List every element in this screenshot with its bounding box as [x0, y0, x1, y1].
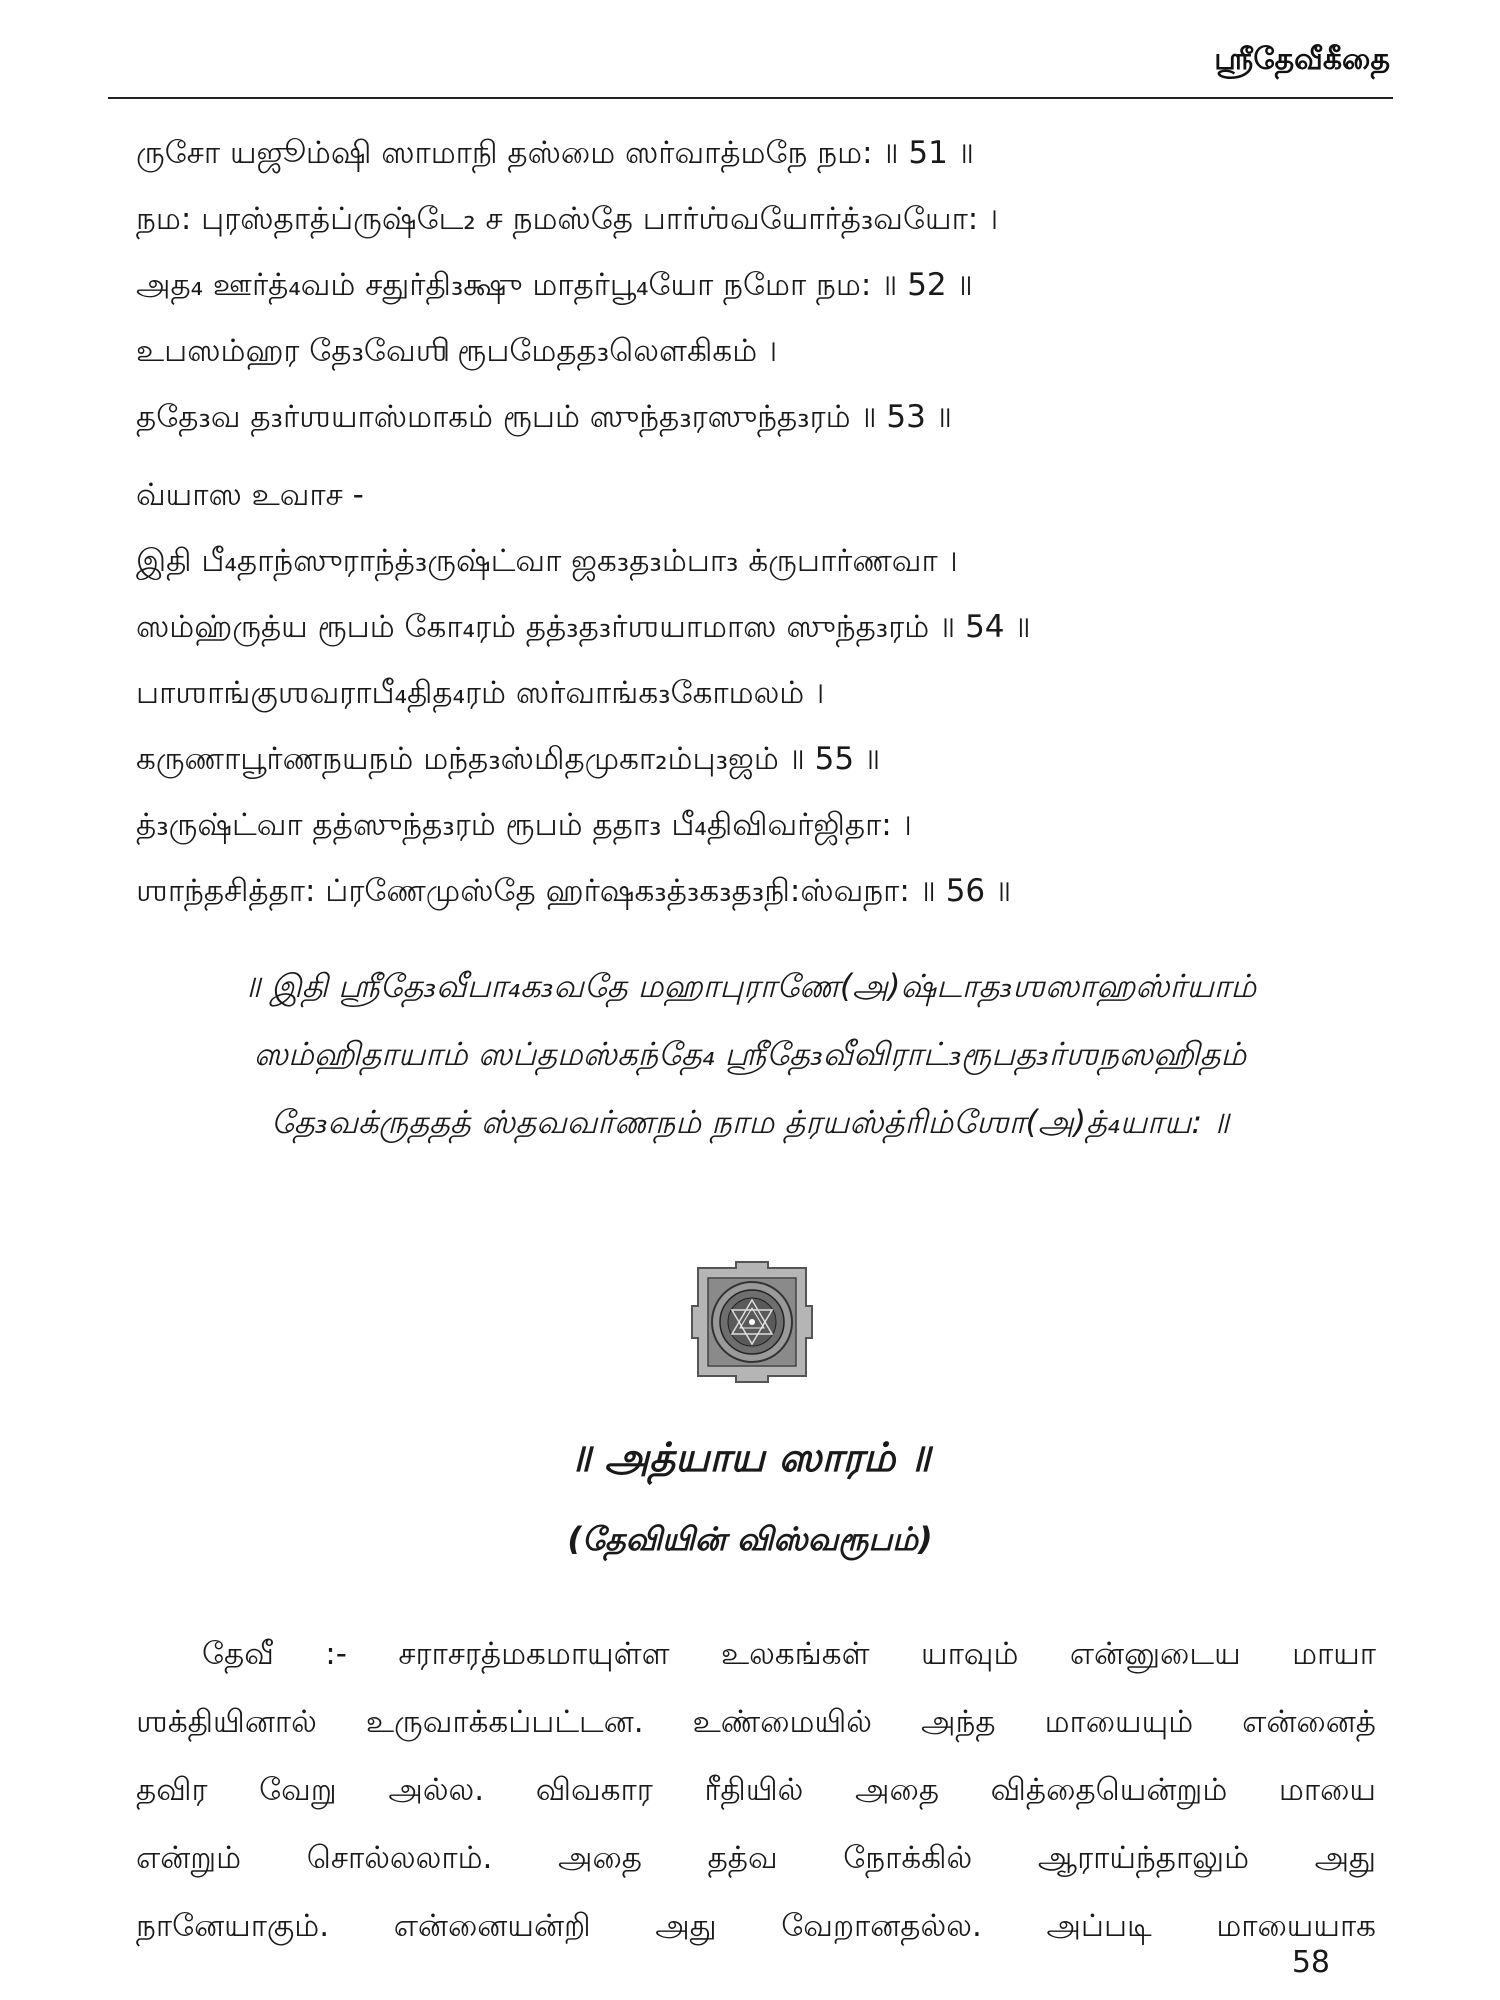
- header-rule: [108, 97, 1393, 99]
- verse-line: உபஸம்ஹர தே₃வேஶி ரூபமேதத₃லௌகிகம் ।: [136, 333, 778, 369]
- colophon-line: ஸம்ஹிதாயாம் ஸப்தமஸ்கந்தே₄ ஸ்ரீதே₃வீவிராட்₃ரூபத₃ர்ஶநஸஹிதம்: [253, 1035, 1247, 1073]
- verse-line: ஸம்ஹ்ருத்ய ரூபம் கோ₄ரம் தத்₃த₃ர்ஶயாமாஸ ஸுந்த₃ரம் ॥ 54 ॥: [136, 609, 1031, 645]
- section-subtitle: (தேவியின் விஸ்வரூபம்): [567, 1520, 933, 1558]
- summary-line: தவிர வேறு அல்ல. விவகார ரீதியில் அதை வித்தையென்றும் மாயை: [136, 1772, 1376, 1808]
- yantra-graphic: [690, 1260, 814, 1384]
- verse-line: ருசோ யஜூம்ஷி ஸாமாநி தஸ்மை ஸர்வாத்மநே நம: ॥ 51 ॥: [136, 135, 974, 171]
- verse-line: த்₃ருஷ்ட்வா தத்ஸுந்த₃ரம் ரூபம் ததா₃ பீ₄திவிவர்ஜிதா: ।: [136, 807, 912, 843]
- sri-yantra-icon: [690, 1260, 814, 1384]
- colophon-line: ॥ இதி ஸ்ரீதே₃வீபா₄க₃வதே மஹாபுராணே(அ)ஷ்டாத₃ஶஸாஹஸ்ர்யாம்: [243, 967, 1257, 1005]
- colophon-line: தே₃வக்ருததத் ஸ்தவவர்ணநம் நாம த்ரயஸ்த்ரிம்ஶோ(அ)த்₄யாய: ॥: [271, 1103, 1229, 1141]
- verse-line: ஶாந்தசித்தா: ப்ரணேமுஸ்தே ஹர்ஷக₃த்₃க₃த₃நி:ஸ்வநா: ॥ 56 ॥: [136, 873, 1012, 909]
- summary-line: என்றும் சொல்லலாம். அதை தத்வ நோக்கில் ஆராய்ந்தாலும் அது: [136, 1840, 1376, 1876]
- section-title: ॥ அத்யாய ஸாரம் ॥: [569, 1435, 931, 1481]
- chapter-colophon: [120, 952, 1380, 1156]
- verse-block: [136, 120, 1396, 924]
- verse-line: அத₄ ஊர்த்₄வம் சதுர்தி₃க்ஷு மாதர்பூ₄யோ நமோ நம: ॥ 52 ॥: [136, 267, 973, 303]
- speaker-label: வ்யாஸ உவாச -: [136, 477, 364, 513]
- summary-line: நானேயாகும். என்னையன்றி அது வேறானதல்ல. அப்படி மாயையாக: [136, 1908, 1376, 1944]
- verse-line: இதி பீ₄தாந்ஸுராந்த்₃ருஷ்ட்வா ஜக₃த₃ம்பா₃ க்ருபார்ணவா ।: [136, 543, 958, 579]
- verse-line: நம: புரஸ்தாத்ப்ருஷ்டே₂ ச நமஸ்தே பார்ஶ்வயோர்த்₃வயோ: ।: [136, 201, 999, 237]
- verse-line: பாஶாங்குஶவராபீ₄தித₄ரம் ஸர்வாங்க₃கோமலம் ।: [136, 675, 825, 711]
- verse-line: கருணாபூர்ணநயநம் மந்த₃ஸ்மிதமுகா₂ம்பு₃ஜம் ॥ 55 ॥: [136, 741, 881, 777]
- running-header-title: ஸ்ரீதேவீகீதை: [1214, 42, 1390, 77]
- verse-line: ததே₃வ த₃ர்ஶயாஸ்மாகம் ரூபம் ஸுந்த₃ரஸுந்த₃ரம் ॥ 53 ॥: [136, 399, 952, 435]
- summary-line: தேவீ :- சராசரத்மகமாயுள்ள உலகங்கள் யாவும் என்னுடைய மாயா: [202, 1636, 1376, 1672]
- summary-line: ஶக்தியினால் உருவாக்கப்பட்டன. உண்மையில் அந்த மாயையும் என்னைத்: [136, 1704, 1376, 1740]
- summary-paragraph: [136, 1620, 1376, 1960]
- page-number: 58: [1291, 1945, 1330, 1980]
